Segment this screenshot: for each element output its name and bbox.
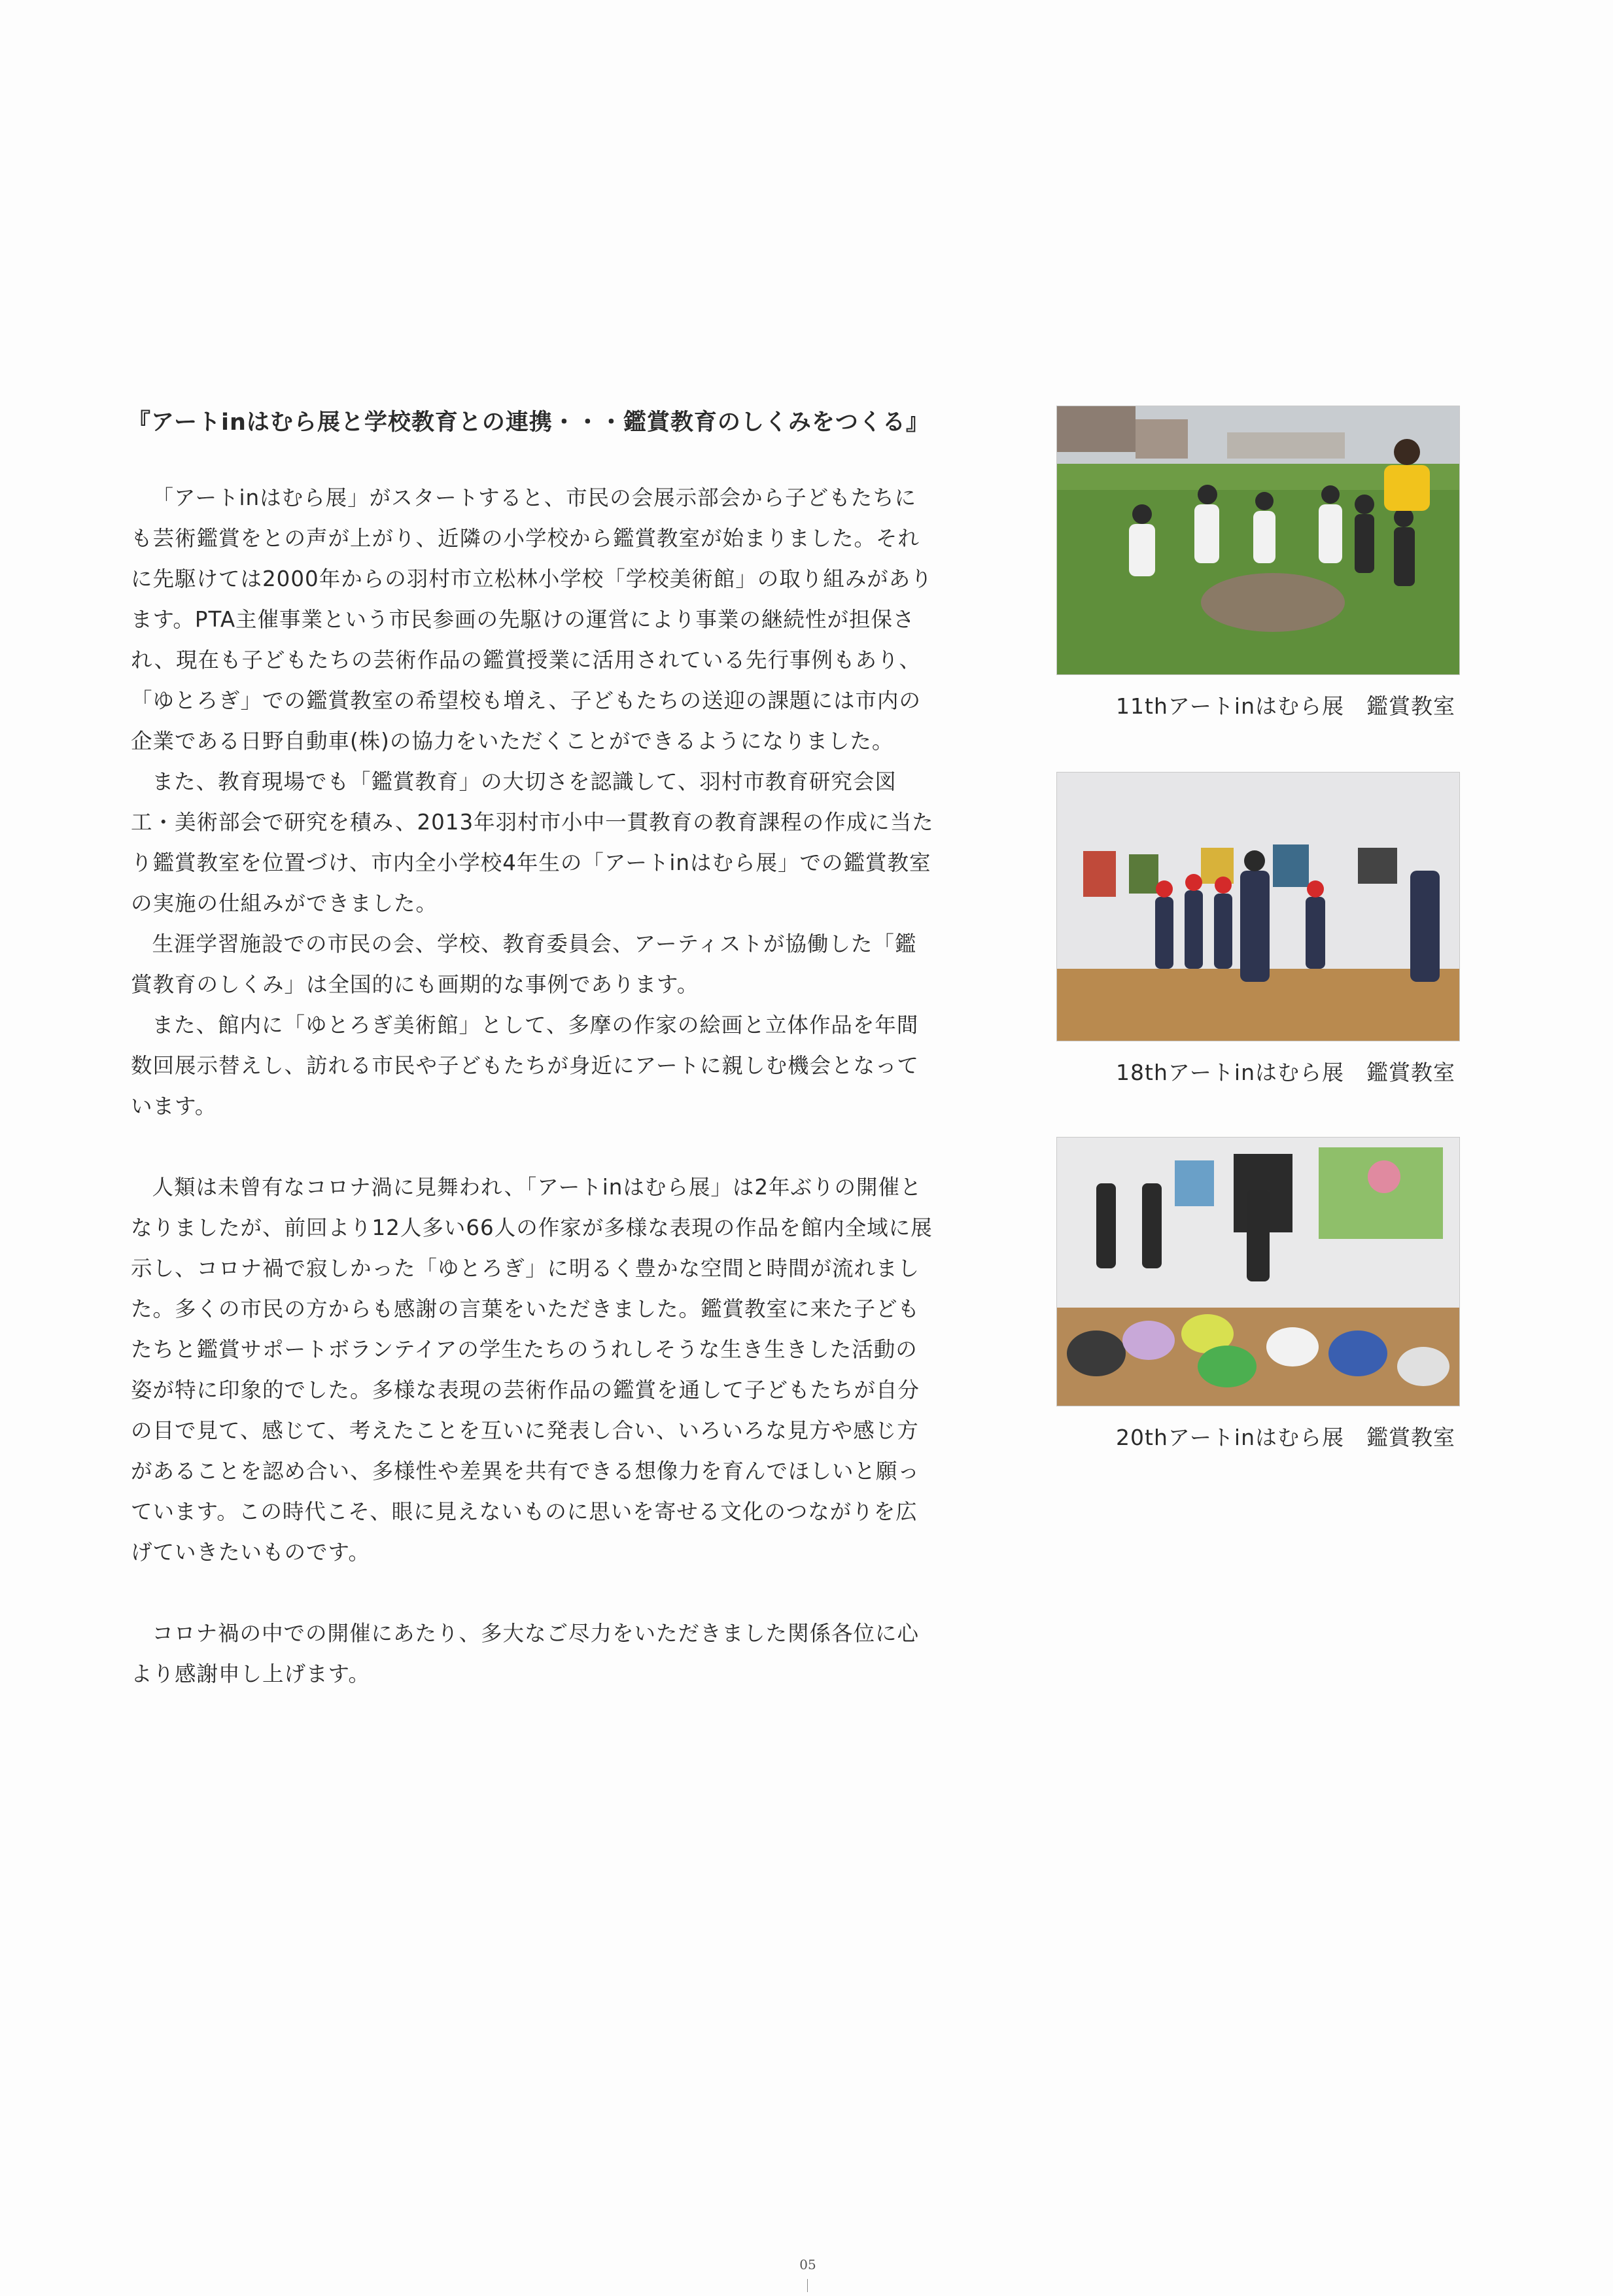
- paragraph: また、教育現場でも「鑑賞教育」の大切さを認識して、羽村市教育研究会図工・美術部会で研究を積み、2013年羽村市小中一貫教育の教育課程の作成に当たり鑑賞教室を位置づけ、市内全小学校4年生の「アートinはむら展」での鑑賞教室の実施の仕組みができました。: [131, 769, 934, 916]
- figure-20th: [1056, 1137, 1459, 1452]
- gallery-children-sitting-photo: [1056, 1137, 1460, 1406]
- figure-caption: 11thアートinはむら展 鑑賞教室: [1116, 693, 1455, 719]
- article-heading: 『アートinはむら展と学校教育との連携・・・鑑賞教育のしくみをつくる』: [128, 409, 929, 436]
- paragraph: 人類は未曾有なコロナ渦に見舞われ、「アートinはむら展」は2年ぶりの開催となりましたが、前回より12人多い66人の作家が多様な表現の作品を館内全域に展示し、コロナ禍で寂しかった「ゆとろぎ」に明るく豊かな空間と時間が流れました。多くの市民の方からも感謝の言葉をいただきました。鑑賞教室に来た子どもたちと鑑賞サポートボランテイアの学生たちのうれしそうな生き生きした活動の姿が特に印象的でした。多様な表現の芸術作品の鑑賞を通して子どもたちが自分の目で見て、感じて、考えたことを互いに発表し合い、いろいろな見方や感じ方があることを認め合い、多様性や差異を共有できる想像力を育んでほしいと願っています。この時代こそ、眼に見えないものに思いを寄せる文化のつながりを広げていきたいものです。: [131, 1175, 933, 1565]
- outdoor-lawn-children-photo: [1056, 406, 1460, 675]
- article-body: [131, 478, 935, 1694]
- paragraph: コロナ禍の中での開催にあたり、多大なご尽力をいただきました関係各位に心より感謝申し上げます。: [131, 1621, 920, 1686]
- paragraph: 「アートinはむら展」がスタートすると、市民の会展示部会から子どもたちにも芸術鑑賞をとの声が上がり、近隣の小学校から鑑賞教室が始まりました。それに先駆けては2000年からの羽村市立松林小学校「学校美術館」の取り組みがあります。PTA主催事業という市民参画の先駆けの運営により事業の継続性が担保され、現在も子どもたちの芸術作品の鑑賞授業に活用されている先行事例もあり、「ゆとろぎ」での鑑賞教室の希望校も増え、子どもたちの送迎の課題には市内の企業である日野自動車(株)の協力をいただくことができるようになりました。: [131, 485, 933, 754]
- paragraph: また、館内に「ゆとろぎ美術館」として、多摩の作家の絵画と立体作品を年間数回展示替えし、訪れる市民や子どもたちが身近にアートに親しむ機会となっています。: [131, 1013, 920, 1119]
- figure-18th: [1056, 772, 1459, 1087]
- figure-caption: 20thアートinはむら展 鑑賞教室: [1116, 1425, 1455, 1450]
- gallery-children-standing-photo: [1056, 772, 1460, 1041]
- page-number: 05: [799, 2257, 816, 2272]
- figure-caption: 18thアートinはむら展 鑑賞教室: [1116, 1060, 1455, 1085]
- paragraph: 生涯学習施設での市民の会、学校、教育委員会、アーティストが協働した「鑑賞教育のしくみ」は全国的にも画期的な事例であります。: [131, 931, 917, 997]
- figure-11th: [1056, 406, 1459, 720]
- page-number-rule: [807, 2279, 808, 2292]
